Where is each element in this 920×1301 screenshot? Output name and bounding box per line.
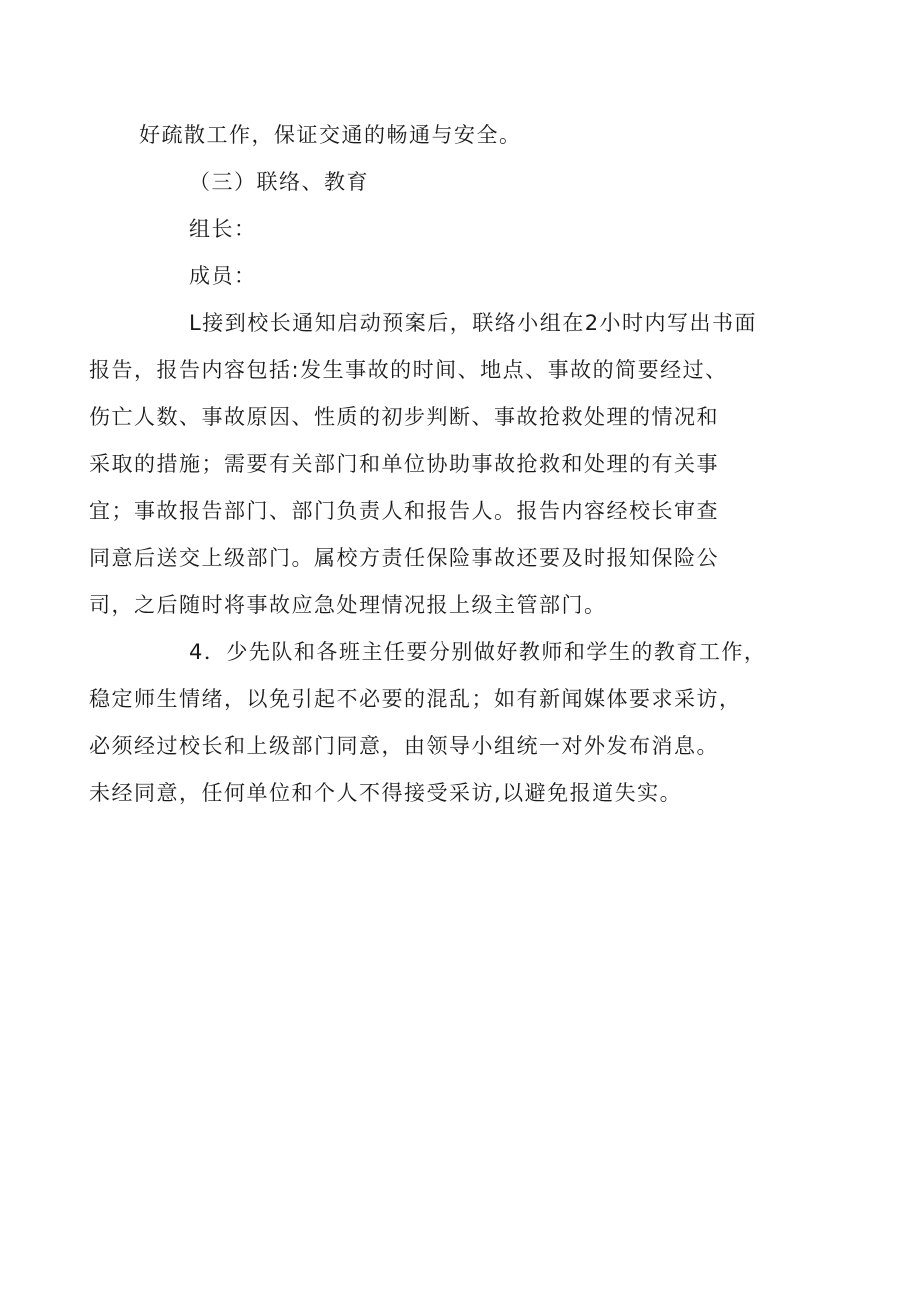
text-line: 宜；事故报告部门、部门负责人和报告人。报告内容经校长审查 (89, 499, 719, 523)
paragraph-item-4 (89, 629, 789, 817)
leader-label (139, 206, 789, 253)
text-line: 必须经过校长和上级部门同意，由领导小组统一对外发布消息。 (89, 734, 719, 758)
text-line: 4．少先队和各班主任要分别做好教师和学生的教育工作， (189, 640, 767, 664)
document-body (89, 112, 789, 817)
text-line: 报告，报告内容包括:发生事故的时间、地点、事故的简要经过、 (89, 358, 728, 382)
text-line: 未经同意，任何单位和个人不得接受采访,以避免报道失实。 (89, 781, 683, 805)
section-heading (139, 159, 789, 206)
text-line: 采取的措施；需要有关部门和单位协助事故抢救和处理的有关事 (89, 452, 719, 476)
text-line: L接到校长通知启动预案后，联络小组在2小时内写出书面 (189, 311, 758, 335)
paragraph-continuation (139, 112, 789, 159)
text-line: 组长： (189, 217, 257, 241)
text-line: 司，之后随时将事故应急处理情况报上级主管部门。 (89, 593, 607, 617)
text-line: 伤亡人数、事故原因、性质的初步判断、事故抢救处理的情况和 (89, 405, 719, 429)
text-line: 同意后送交上级部门。属校方责任保险事故还要及时报知保险公 (89, 546, 719, 570)
members-label (139, 253, 789, 300)
paragraph-item-1 (89, 300, 789, 629)
text-line: 稳定师生情绪，以免引起不必要的混乱；如有新闻媒体要求采访， (89, 687, 742, 711)
text-line: 好疏散工作，保证交通的畅通与安全。 (139, 123, 522, 147)
text-line: （三）联络、教育 (189, 170, 369, 194)
text-line: 成员： (189, 264, 257, 288)
